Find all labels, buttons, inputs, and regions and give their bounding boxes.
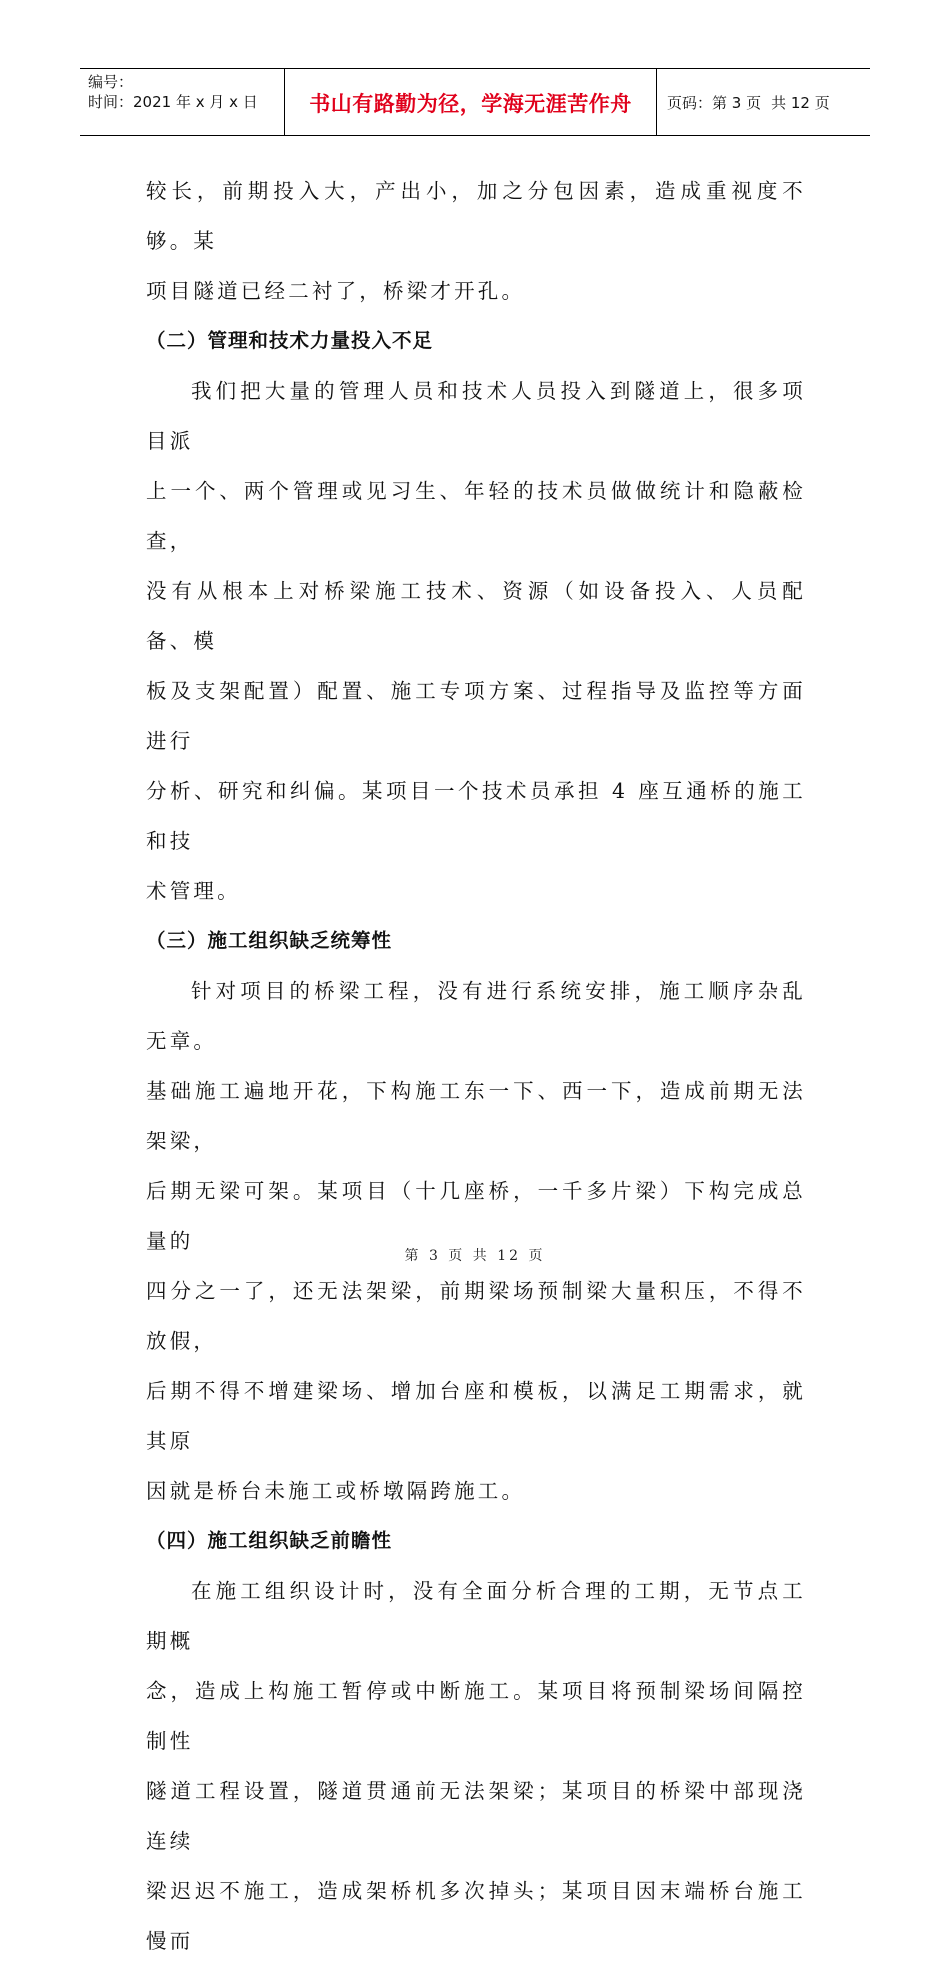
document-body (146, 166, 806, 1966)
text-line: 后期无梁可架。某项目（十几座桥，一千多片梁）下构完成总量的 (146, 1179, 806, 1253)
text-line: 较长，前期投入大，产出小，加之分包因素，造成重视度不够。某 (146, 179, 806, 253)
footer-page-number: 第 3 页 共 12 页 (404, 1248, 546, 1264)
text-line: 分析、研究和纠偏。某项目一个技术员承担 4 座互通桥的施工和技 (146, 779, 806, 853)
text-line: 板及支架配置）配置、施工专项方案、过程指导及监控等方面进行 (146, 679, 806, 753)
section-heading-4: （四）施工组织缺乏前瞻性 (146, 1529, 393, 1552)
header-page-cell (657, 69, 870, 135)
number-label: 编号： (88, 73, 134, 91)
text-line: 在施工组织设计时，没有全面分析合理的工期，无节点工期概 (146, 1579, 806, 1653)
text-line: 针对项目的桥梁工程，没有进行系统安排，施工顺序杂乱无章。 (146, 979, 806, 1053)
paragraph-3 (146, 966, 806, 1516)
text-line: 项目隧道已经二衬了，桥梁才开孔。 (146, 279, 526, 303)
paragraph-2 (146, 366, 806, 916)
page-footer (0, 1245, 950, 1265)
header-meta-cell (80, 69, 284, 135)
text-line: 没有从根本上对桥梁施工技术、资源（如设备投入、人员配备、模 (146, 579, 806, 653)
text-line: 隧道工程设置，隧道贯通前无法架梁；某项目的桥梁中部现浇连续 (146, 1779, 806, 1853)
text-line: 基础施工遍地开花，下构施工东一下、西一下，造成前期无法架梁， (146, 1079, 806, 1153)
text-line: 四分之一了，还无法架梁，前期梁场预制梁大量积压，不得不放假， (146, 1279, 806, 1353)
text-line: 梁迟迟不施工，造成架桥机多次掉头；某项目因末端桥台施工慢而 (146, 1879, 806, 1953)
motto: 书山有路勤为径，学海无涯苦作舟 (309, 92, 632, 116)
time-label: 时间：2021 年 x 月 x 日 (88, 93, 258, 111)
page-header (80, 68, 870, 136)
text-line: 因就是桥台未施工或桥墩隔跨施工。 (146, 1479, 526, 1503)
text-line: 上一个、两个管理或见习生、年轻的技术员做做统计和隐蔽检查， (146, 479, 806, 553)
page-info: 页码：第 3 页 (667, 93, 762, 112)
section-heading-3: （三）施工组织缺乏统筹性 (146, 929, 393, 952)
page-total: 共 12 页 (771, 93, 830, 112)
text-line: 后期不得不增建梁场、增加台座和模板，以满足工期需求，就其原 (146, 1379, 806, 1453)
text-line: 术管理。 (146, 879, 241, 903)
paragraph-1 (146, 166, 806, 316)
text-line: 我们把大量的管理人员和技术人员投入到隧道上，很多项目派 (146, 379, 806, 453)
header-motto-cell (284, 69, 657, 135)
section-heading-2: （二）管理和技术力量投入不足 (146, 329, 434, 352)
paragraph-4 (146, 1566, 806, 1966)
text-line: 念，造成上构施工暂停或中断施工。某项目将预制梁场间隔控制性 (146, 1679, 806, 1753)
